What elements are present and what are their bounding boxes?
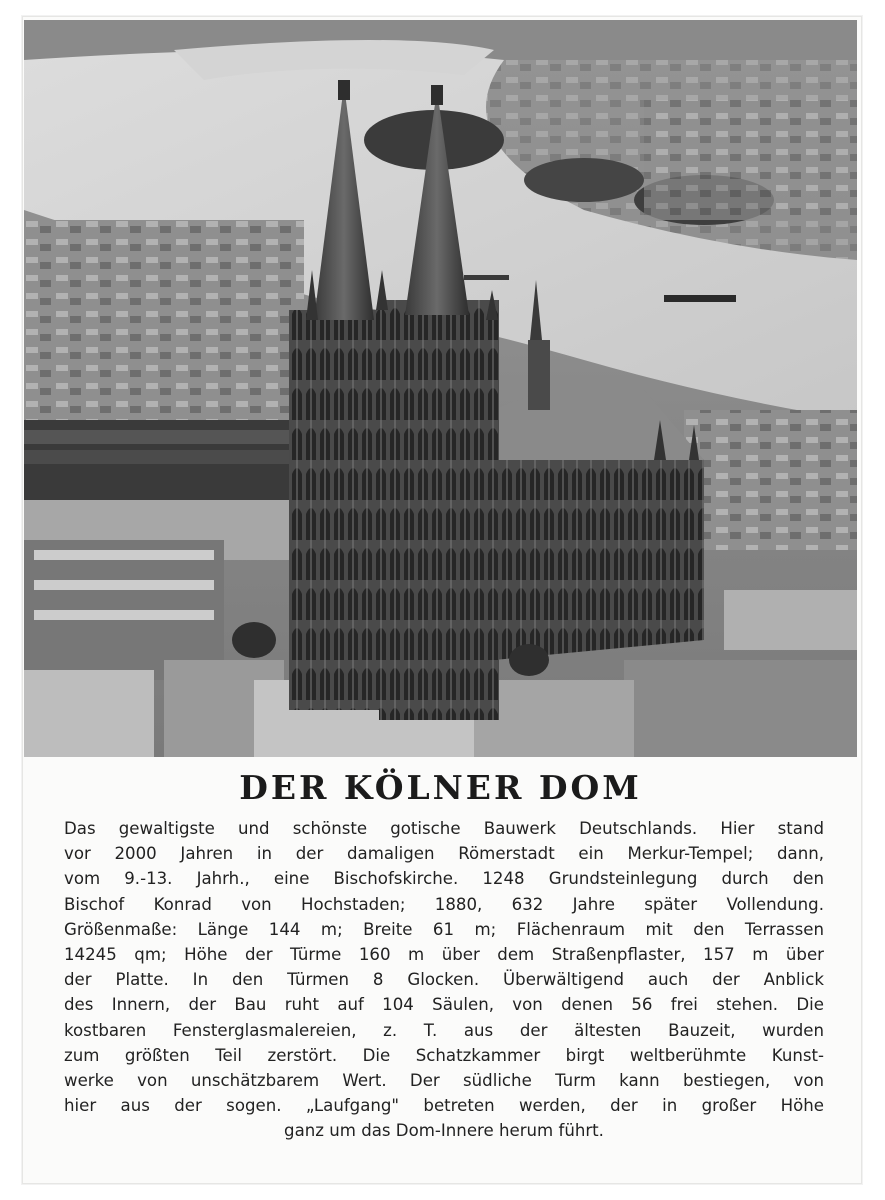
text-line: 14245 qm; Höhe der Türme 160 m über dem Straßenpflaster, 157 m über <box>64 945 824 965</box>
description-text <box>64 816 824 1144</box>
text-line: hier aus der sogen. „Laufgang" betreten werden, der in großer Höhe <box>64 1096 824 1116</box>
page-title: DER KÖLNER DOM <box>239 768 642 807</box>
cathedral-aerial-photo <box>24 20 857 757</box>
text-line: des Innern, der Bau ruht auf 104 Säulen, von denen 56 frei stehen. Die <box>64 995 824 1015</box>
text-line: kostbaren Fensterglasmalereien, z. T. aus der ältesten Bauzeit, wurden <box>64 1020 824 1040</box>
text-line: Das gewaltigste und schönste gotische Bauwerk Deutschlands. Hier stand <box>64 819 824 838</box>
text-line: zum größten Teil zerstört. Die Schatzkammer birgt weltberühmte Kunst- <box>64 1045 824 1065</box>
text-line: werke von unschätzbarem Wert. Der südliche Turm kann bestiegen, von <box>64 1071 824 1091</box>
text-line: vor 2000 Jahren in der damaligen Römerstadt ein Merkur-Tempel; dann, <box>64 844 824 864</box>
text-line: ganz um das Dom-Innere herum führt. <box>284 1121 604 1141</box>
text-line: vom 9.-13. Jahrh., eine Bischofskirche. 1248 Grundsteinlegung durch den <box>64 869 824 889</box>
text-line: Bischof Konrad von Hochstaden; 1880, 632 Jahre später Vollendung. <box>64 894 824 914</box>
text-line: der Platte. In den Türmen 8 Glocken. Überwältigend auch der Anblick <box>64 970 824 990</box>
text-line: Größenmaße: Länge 144 m; Breite 61 m; Flächenraum mit den Terrassen <box>64 919 824 939</box>
